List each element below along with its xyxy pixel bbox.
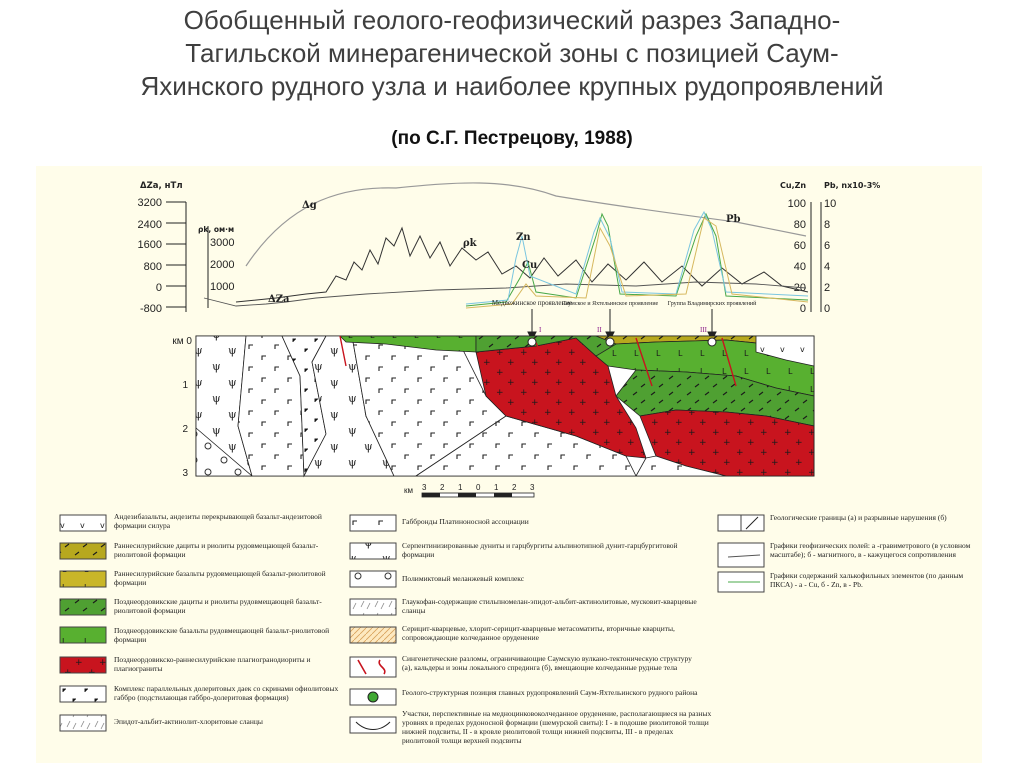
left-axis1-tick: 3200 — [137, 197, 162, 209]
left-axis2-tick: 3000 — [210, 237, 235, 249]
scale-tick: 0 — [476, 483, 481, 492]
page-title — [0, 4, 1024, 103]
scale-tick: 3 — [422, 483, 427, 492]
left-axis1-tick: 0 — [155, 282, 162, 294]
left-axis2-tick: 2000 — [210, 259, 235, 271]
legend-item-dyke-complex: Комплекс параллельных долеритовых даек со скринами офиолитовых габбро (подстилающая габбро-долеритовая формация) — [114, 684, 339, 702]
legend-item-early-silurian-dacite: Раннесилурийские дациты и риолиты рудовмещающей базальт-риолитовой формации — [114, 541, 319, 559]
title-line-3: Яхинского рудного узла и наиболее крупных рудопроявлений — [140, 71, 884, 101]
title-line-2: Тагильской минерагенической зоны с позицией Саум- — [185, 38, 839, 68]
deposit-marker: II — [597, 326, 602, 334]
left-axis1-tick: 1600 — [137, 239, 162, 251]
curve-label-zn: Zn — [516, 232, 531, 243]
curve-label-pk: ρk — [463, 238, 477, 249]
right-axis1-tick: 80 — [793, 219, 806, 231]
legend-item-late-ordovician-dacite: Позднеордовикские дациты и риолиты рудовмещающей базальт-риолитовой формации — [114, 597, 322, 615]
right-axis2-tick: 10 — [824, 198, 837, 210]
scale-tick: 2 — [512, 483, 517, 492]
depth-tick: 3 — [182, 468, 188, 479]
legend-item-faults: Сингенетические разломы, ограничивающие Саумскую вулкано-тектоническую структуру (а), кальдеры и зоны локального спрединга (б), вмещающие колчеданные рудные тела — [402, 654, 692, 672]
legend-item-deposit-position: Геолого-структурная позиция главных рудопроявлений Саум-Яхтельинского рудного района — [402, 688, 698, 697]
right-axis1-tick: 20 — [793, 282, 806, 294]
legend-item-andesite: Андезибазальты, андезиты перекрывающей базальт-андезитовой формации силура — [114, 512, 322, 530]
legend-item-serpentinite: Серпентинизированные дуниты и гарцбургиты альпинотипной дунит-гарцбургитовой формации — [402, 541, 678, 559]
left-axis1-tick: 2400 — [137, 219, 162, 231]
deposit-name: Группа Владимирских проявлений — [667, 301, 757, 307]
legend-item-melange: Полимиктовый меланжевый комплекс — [402, 574, 525, 583]
right-axis1-tick: 40 — [793, 261, 806, 273]
right-axis1-tick: 60 — [793, 240, 806, 252]
curve-label-dg: Δg — [302, 200, 317, 211]
deposit-marker: I — [539, 326, 542, 334]
legend-item-schist: Эпидот-альбит-актинолит-хлоритовые сланцы — [114, 717, 263, 726]
legend-item-boundaries: Геологические границы (а) и разрывные нарушения (б) — [770, 513, 947, 522]
right-axis2-tick: 8 — [824, 219, 831, 231]
right-axis2-tick: 0 — [824, 303, 831, 315]
legend-item-late-ordovician-basalt: Позднеордовикские базальты рудовмещающей базальт-риолитовой формации — [114, 626, 330, 644]
scale-bar — [404, 483, 535, 497]
curve-label-pb: Pb — [726, 214, 741, 225]
depth-tick: 2 — [182, 424, 188, 435]
legend-item-metasomatites: Серицит-кварцевые, хлорит-серицит-кварцевые метасоматиты, вторичные кварциты, сопровождающие колчеданное оруденение — [402, 624, 675, 642]
geological-figure — [36, 166, 982, 763]
right-axis2-tick: 2 — [824, 282, 831, 294]
curve-label-dza: ΔZa — [268, 294, 290, 305]
legend-item-gabbro: Габбронды Платиноносной ассоциации — [402, 517, 529, 526]
geological-section — [172, 336, 814, 479]
legend-item-plagiogranite: Позднеордовикско-раннесилурийские плагиогранодиориты и плагиограниты — [114, 655, 311, 673]
curve-label-cu: Cu — [522, 260, 538, 271]
geophysical-graph — [138, 181, 881, 340]
left-axis1-tick: -800 — [139, 303, 162, 315]
legend-item-geophysical-graphs: Графики геофизических полей: а -гравиметрового (в условном масштабе); б - магнитного, в - кажущегося сопротивления — [770, 541, 971, 559]
right-axis2-label: Pb, nx10-3% — [824, 181, 881, 190]
legend-item-prospective-areas: Участки, перспективные на медноцинковоколчеданное оруденение, располагающиеся на разных уровнях в пределах рудоносной формации (шемурской свиты): I - в подошве риолитовой толщи нижней подсвиты, II - в кровле риолитовой толщи нижней подсвиты, III - в пределах риолитовой толщи верхней подсвиты — [402, 709, 712, 745]
legend-item-glaucophane-schist: Глаукофан-содержащие стильпномелан-эпидот-альбит-актинолитовые, мусковит-кварцевые сланцы — [402, 597, 697, 615]
depth-tick: 1 — [182, 380, 188, 391]
scale-tick: 3 — [530, 483, 535, 492]
title-line-1: Обобщенный геолого-геофизический разрез Западно- — [183, 5, 841, 35]
deposit-marker: III — [700, 326, 707, 334]
scale-tick: 1 — [458, 483, 463, 492]
scale-tick: 1 — [494, 483, 499, 492]
right-axis1-tick: 0 — [799, 303, 806, 315]
deposit-name: Медвежинское проявление — [491, 299, 573, 307]
left-axis2-label: ρk, ом·м — [198, 225, 235, 234]
legend-item-early-silurian-basalt: Раннесилурийские базальты рудовмещающей базальт-риолитовой формации — [114, 569, 326, 587]
left-axis1-label: ΔZa, нТл — [140, 181, 183, 191]
page-subtitle: (по С.Г. Пестрецову, 1988) — [391, 128, 633, 149]
scale-tick: 2 — [440, 483, 445, 492]
right-axis2-tick: 6 — [824, 240, 831, 252]
left-axis2-tick: 1000 — [210, 281, 235, 293]
depth-label-km0: км 0 — [172, 336, 192, 347]
right-axis1-tick: 100 — [787, 198, 806, 210]
right-axis2-tick: 4 — [824, 261, 831, 273]
right-axis1-label: Cu,Zn — [780, 181, 807, 190]
left-axis1-tick: 800 — [143, 261, 162, 273]
deposit-name: Саумское и Яхтельинское проявление — [561, 301, 659, 307]
legend-item-element-graphs: Графики содержаний халькофильных элементов (по данным ПКСА) - а - Cu, б - Zn, в - Pb. — [770, 571, 964, 589]
scale-label: км — [404, 486, 413, 495]
